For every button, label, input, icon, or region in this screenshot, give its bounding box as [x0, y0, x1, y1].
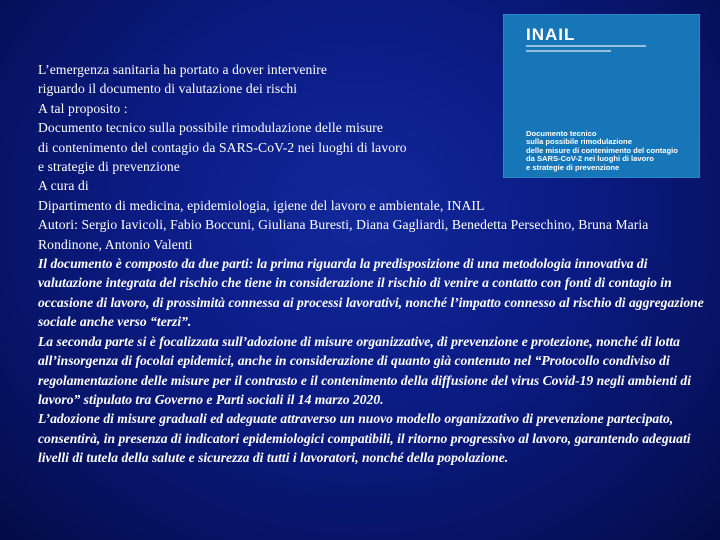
cover-subtitle-lines	[526, 45, 646, 55]
department: Dipartimento di medicina, epidemiologia, igiene del lavoro e ambientale, INAIL	[38, 197, 485, 213]
intro-line-1: L’emergenza sanitaria ha portato a dover intervenire	[38, 62, 328, 77]
intro-line-3: A tal proposito :	[38, 100, 128, 116]
document-title-line-1: Documento tecnico sulla possibile rimodulazione delle misure	[38, 120, 384, 136]
cover-title: Documento tecnico sulla possibile rimodulazione delle misure di contenimento del contagio da SARS-CoV-2 nei luoghi di lavoro e strategie di prevenzione	[526, 129, 678, 172]
curated-by-label: A cura di	[38, 178, 89, 194]
description-paragraph-2: La seconda parte si è focalizzata sull’adozione di misure organizzative, di prevenzione e protezione, nonché di lotta all’insorgenza di focolai epidemici, anche in considerazione di quanto già contenuto nel “Protocollo condiviso di regolamentazione delle misure per il contrasto e il contenimento della diffusione del virus Covid-19 negli ambienti di lavoro” stipulato tra Governo e Parti sociali il 14 marzo 2020.	[38, 333, 692, 407]
authors: Autori: Sergio Iavicoli, Fabio Boccuni, Giuliana Buresti, Diana Gagliardi, Benedetta Persechino, Bruna Maria Rondinone, Antonio Valenti	[38, 217, 649, 252]
document-title-line-2: di contenimento del contagio da SARS-CoV-2 nei luoghi di lavoro	[38, 139, 407, 155]
intro-line-2: riguardo il documento di valutazione dei rischi	[38, 81, 298, 97]
description-paragraph-3: L’adozione di misure graduali ed adeguate attraverso un nuovo modello organizzativo di prevenzione partecipato, consentirà, in presenza di indicatori epidemiologici compatibili, il ritorno progressivo al lavoro, garantendo adeguati livelli di tutela della salute e sicurezza di tutti i lavoratori, nonché della popolazione.	[38, 411, 691, 466]
slide-body	[38, 60, 708, 468]
document-title-line-3: e strategie di prevenzione	[38, 159, 180, 175]
description-paragraph-1: Il documento è composto da due parti: la prima riguarda la predisposizione di una metodologia innovativa di valutazione integrata del rischio che tiene in considerazione il rischio di venire a contatto con fonti di contagio in occasione di lavoro, di prossimità connessa ai processi lavorativi, nonché l’impatto connesso al rischio di aggregazione sociale anche verso “terzi”.	[38, 256, 704, 330]
inail-logo: INAIL	[526, 25, 576, 44]
